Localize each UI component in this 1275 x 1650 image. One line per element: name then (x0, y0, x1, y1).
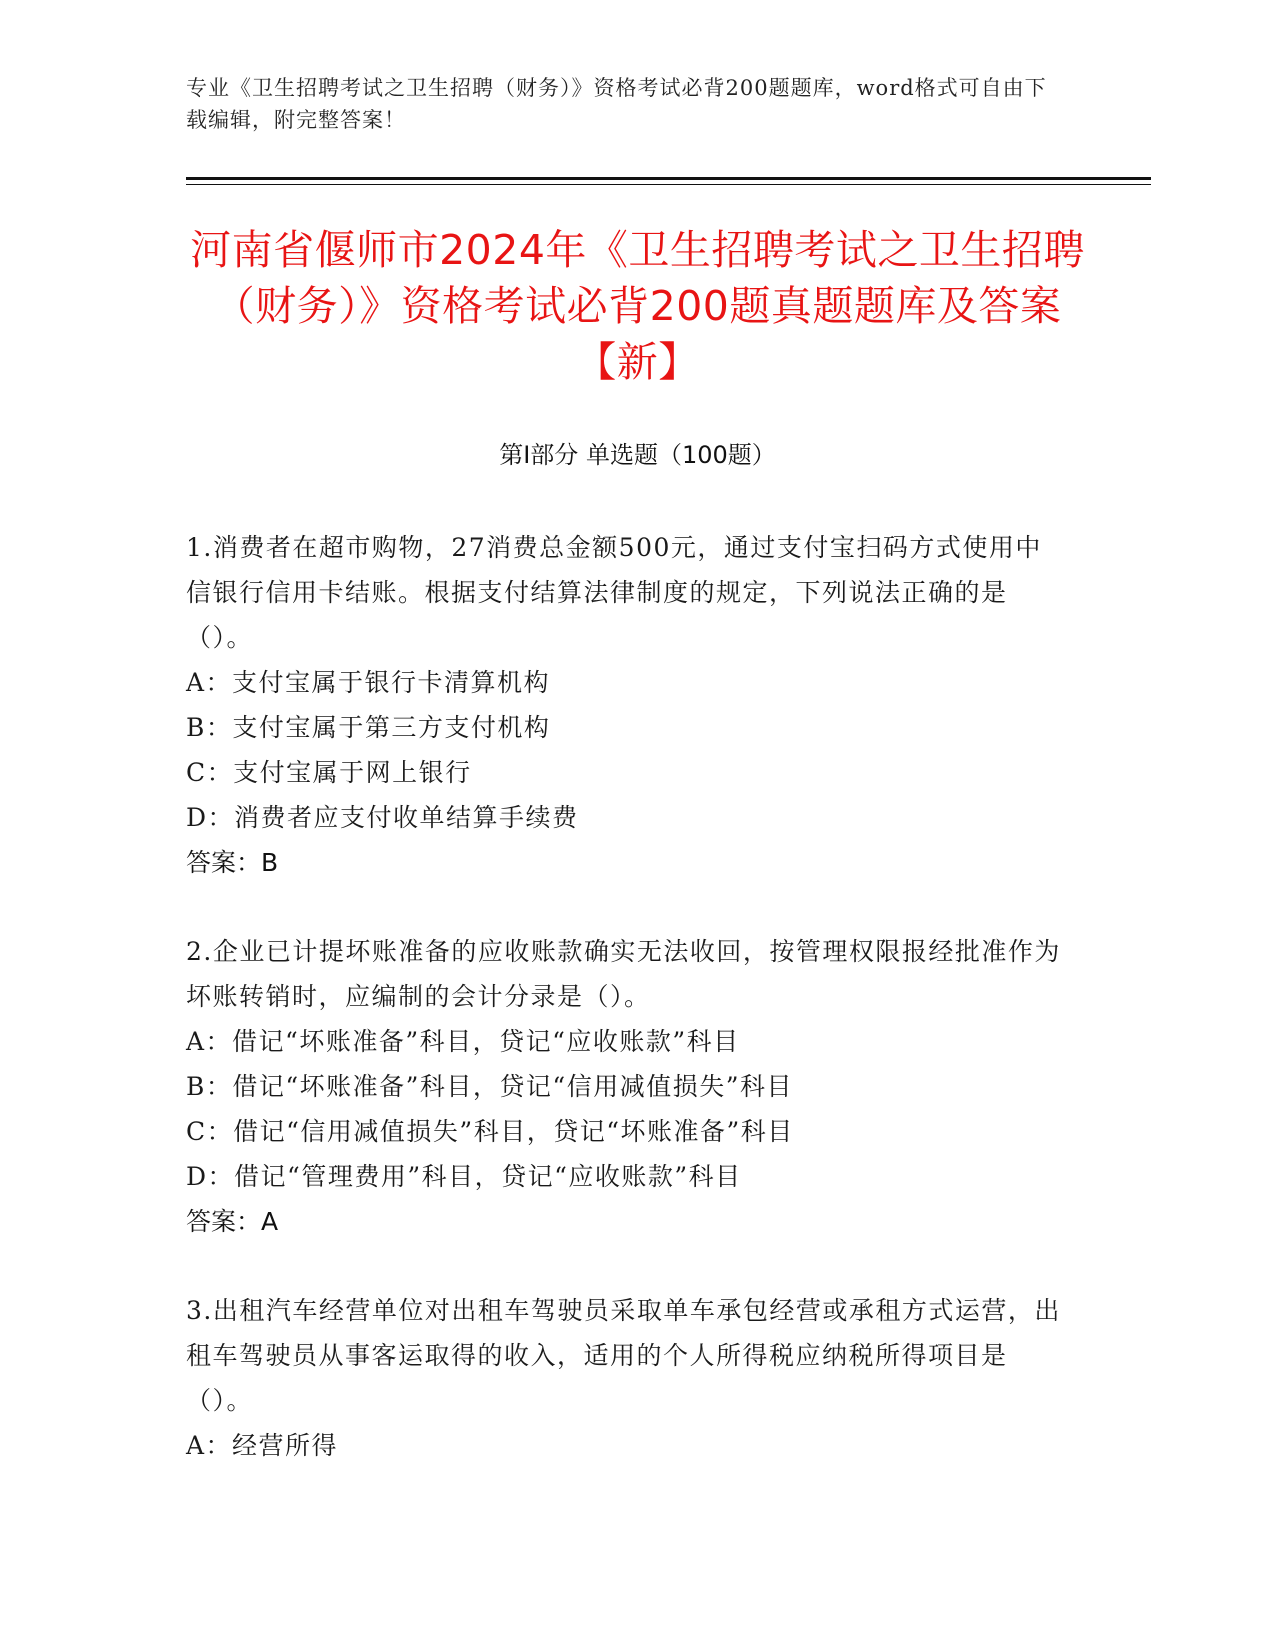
answer-line: 答案：A (186, 1207, 279, 1236)
question-text: 3.出租汽车经营单位对出租车驾驶员采取单车承包经营或承租方式运营，出租车驾驶员从事客运取得的收入，适用的个人所得税应纳税所得项目是（）。 (186, 1296, 1061, 1415)
option-a: A：经营所得 (186, 1431, 339, 1460)
question-3 (186, 1288, 1066, 1468)
question-text: 2.企业已计提坏账准备的应收账款确实无法收回，按管理权限报经批准作为坏账转销时，应编制的会计分录是（）。 (186, 937, 1061, 1011)
question-1 (186, 525, 1066, 885)
answer-line: 答案：B (186, 848, 279, 877)
question-text: 1.消费者在超市购物，27消费总金额500元，通过支付宝扫码方式使用中信银行信用卡结账。根据支付结算法律制度的规定，下列说法正确的是（）。 (186, 533, 1042, 652)
option-b: B：借记“坏账准备”科目，贷记“信用减值损失”科目 (186, 1072, 793, 1101)
option-b: B：支付宝属于第三方支付机构 (186, 713, 551, 742)
option-a: A：支付宝属于银行卡清算机构 (186, 668, 551, 697)
section-heading: 第Ⅰ部分 单选题（100题） (499, 441, 776, 469)
question-2 (186, 929, 1066, 1244)
option-a: A：借记“坏账准备”科目，贷记“应收账款”科目 (186, 1027, 740, 1056)
option-c: C：借记“信用减值损失”科目，贷记“坏账准备”科目 (186, 1117, 794, 1146)
header-note: 专业《卫生招聘考试之卫生招聘（财务）》资格考试必背200题题库，word格式可自由下载编辑，附完整答案！ (186, 76, 1047, 132)
option-d: D：借记“管理费用”科目，贷记“应收账款”科目 (186, 1162, 742, 1191)
option-d: D：消费者应支付收单结算手续费 (186, 803, 579, 832)
option-c: C：支付宝属于网上银行 (186, 758, 472, 787)
question-list (186, 525, 1066, 1512)
document-title: 河南省偃师市2024年《卫生招聘考试之卫生招聘（财务）》资格考试必背200题真题题库及答案【新】 (190, 226, 1085, 386)
header-divider-thin (186, 184, 1151, 185)
header-divider-thick (186, 177, 1151, 180)
